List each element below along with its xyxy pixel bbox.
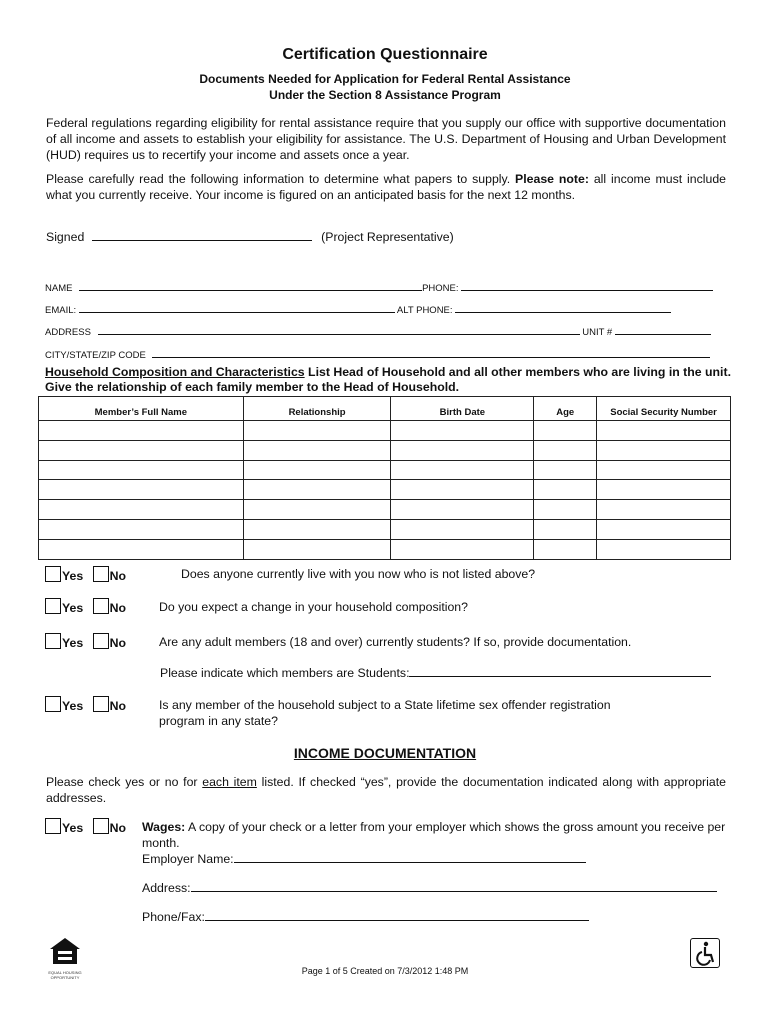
accessibility-icon — [690, 938, 720, 968]
subtitle-line-2: Under the Section 8 Assistance Program — [269, 88, 501, 102]
household-table — [38, 396, 731, 560]
table-row — [39, 460, 731, 480]
question-4-line-2: program in any state? — [159, 714, 278, 728]
students-row — [160, 664, 711, 681]
phonefax-row — [142, 908, 589, 925]
table-cell[interactable] — [243, 440, 391, 460]
phone-label: PHONE: — [422, 283, 459, 294]
household-table-header — [39, 397, 731, 421]
wages-row — [45, 818, 126, 835]
wages-text — [142, 819, 727, 851]
table-row — [39, 421, 731, 441]
income-address-label: Address: — [142, 881, 191, 895]
wages-label: Wages: — [142, 820, 186, 834]
table-cell[interactable] — [534, 500, 597, 520]
table-cell[interactable] — [597, 539, 731, 559]
students-field[interactable] — [409, 664, 711, 677]
question-row-3 — [45, 633, 126, 650]
question-row-2 — [45, 598, 126, 615]
table-row — [39, 539, 731, 559]
table-cell[interactable] — [39, 460, 244, 480]
phone-field[interactable] — [461, 278, 713, 291]
yes-label: Yes — [62, 601, 84, 615]
table-cell[interactable] — [534, 421, 597, 441]
table-cell[interactable] — [534, 539, 597, 559]
email-field[interactable] — [79, 300, 395, 313]
city-label: CITY/STATE/ZIP CODE — [45, 350, 146, 361]
column-header: Social Security Number — [597, 397, 731, 421]
table-cell[interactable] — [391, 460, 534, 480]
yes-checkbox[interactable] — [45, 818, 61, 834]
table-row — [39, 440, 731, 460]
instructions-text-end: all income must include what you currently receive. Your income is figured on an anticipated basis for the next 12 months. — [46, 172, 726, 202]
yes-label: Yes — [62, 699, 84, 713]
signed-label: Signed — [46, 230, 85, 244]
column-header: Relationship — [243, 397, 391, 421]
intro-paragraph: Federal regulations regarding eligibility for rental assistance require that you supply our office with supportive documentation of all income and assets to establish your eligibility for assistance. The U.S. Department of Housing and Urban Development (HUD) requires us to recertify your income and assets once a year. — [46, 116, 726, 162]
project-representative-label: (Project Representative) — [321, 230, 454, 244]
subtitle-line-1: Documents Needed for Application for Federal Rental Assistance — [199, 72, 571, 86]
phonefax-field[interactable] — [205, 908, 589, 921]
table-cell[interactable] — [597, 500, 731, 520]
table-cell[interactable] — [391, 500, 534, 520]
name-label: NAME — [45, 283, 73, 294]
question-row-4 — [45, 696, 126, 713]
table-cell[interactable] — [597, 440, 731, 460]
no-checkbox[interactable] — [93, 598, 109, 614]
table-cell[interactable] — [39, 500, 244, 520]
table-cell[interactable] — [597, 519, 731, 539]
phonefax-label: Phone/Fax: — [142, 910, 205, 924]
alt-phone-field[interactable] — [455, 300, 671, 313]
no-checkbox[interactable] — [93, 696, 109, 712]
employer-label: Employer Name: — [142, 852, 234, 866]
income-address-field[interactable] — [191, 879, 717, 892]
table-row — [39, 519, 731, 539]
employer-field[interactable] — [234, 850, 586, 863]
table-cell[interactable] — [534, 460, 597, 480]
income-heading: INCOME DOCUMENTATION — [293, 745, 477, 761]
no-label: No — [109, 699, 127, 713]
yes-label: Yes — [62, 569, 84, 583]
name-field[interactable] — [79, 278, 422, 291]
instructions-paragraph — [46, 171, 726, 203]
page-footer: Page 1 of 5 Created on 7/3/2012 1:48 PM — [301, 966, 469, 976]
no-label: No — [109, 601, 127, 615]
table-cell[interactable] — [391, 539, 534, 559]
no-checkbox[interactable] — [93, 566, 109, 582]
unit-field[interactable] — [615, 322, 711, 335]
yes-checkbox[interactable] — [45, 696, 61, 712]
column-header: Member’s Full Name — [39, 397, 244, 421]
table-cell[interactable] — [39, 519, 244, 539]
name-phone-row — [45, 278, 713, 294]
no-label: No — [109, 636, 127, 650]
table-cell[interactable] — [243, 480, 391, 500]
table-row — [39, 500, 731, 520]
question-1-text: Does anyone currently live with you now who is not listed above? — [181, 567, 536, 581]
table-cell[interactable] — [391, 480, 534, 500]
question-3-text: Are any adult members (18 and over) currently students? If so, provide documentation. — [159, 635, 632, 649]
email-label: EMAIL: — [45, 305, 77, 316]
table-cell[interactable] — [39, 480, 244, 500]
no-checkbox[interactable] — [93, 633, 109, 649]
income-address-row — [142, 879, 717, 896]
income-intro-start: Please check yes or no for — [46, 775, 203, 789]
income-intro-end: listed. If checked “yes”, provide the documentation indicated along with appropriate addresses. — [46, 775, 726, 805]
yes-checkbox[interactable] — [45, 598, 61, 614]
alt-phone-label: ALT PHONE: — [396, 305, 453, 316]
question-row-1 — [45, 566, 126, 583]
address-label: ADDRESS — [45, 327, 91, 338]
table-cell[interactable] — [597, 480, 731, 500]
address-field[interactable] — [98, 322, 580, 335]
table-cell[interactable] — [39, 539, 244, 559]
table-cell[interactable] — [243, 421, 391, 441]
wages-description: A copy of your check or a letter from your employer which shows the gross amount you receive per month. — [142, 820, 726, 850]
table-row — [39, 480, 731, 500]
table-cell[interactable] — [534, 480, 597, 500]
yes-checkbox[interactable] — [45, 633, 61, 649]
city-row — [45, 345, 710, 361]
employer-row — [142, 850, 586, 867]
household-title-rest: List Head of Household and all other members who are living in the unit. Give the relationship of each family member to the Head of Household. — [45, 365, 731, 394]
column-header: Age — [534, 397, 597, 421]
city-field[interactable] — [152, 345, 710, 358]
table-cell[interactable] — [39, 440, 244, 460]
household-title-underlined: Household Composition and Characteristics — [45, 365, 305, 379]
table-cell[interactable] — [391, 421, 534, 441]
page-title: Certification Questionnaire — [282, 46, 488, 63]
table-cell[interactable] — [39, 421, 244, 441]
household-section-title — [45, 365, 735, 395]
no-label: No — [109, 821, 127, 835]
signed-row — [46, 228, 454, 244]
no-checkbox[interactable] — [93, 818, 109, 834]
address-row — [45, 322, 711, 338]
income-intro — [46, 774, 726, 806]
table-cell[interactable] — [243, 539, 391, 559]
table-cell[interactable] — [597, 460, 731, 480]
instructions-text: Please carefully read the following information to determine what papers to supply. — [46, 172, 516, 186]
unit-label: UNIT # — [582, 327, 613, 338]
table-cell[interactable] — [243, 519, 391, 539]
equal-housing-text: EQUAL HOUSING OPPORTUNITY — [48, 970, 82, 980]
table-cell[interactable] — [597, 421, 731, 441]
please-note-label: Please note: — [515, 172, 589, 186]
question-2-text: Do you expect a change in your household composition? — [159, 600, 468, 614]
table-cell[interactable] — [243, 460, 391, 480]
yes-label: Yes — [62, 636, 84, 650]
table-cell[interactable] — [391, 519, 534, 539]
house-icon — [48, 936, 82, 966]
question-4-line-1: Is any member of the household subject to a State lifetime sex offender registration — [159, 698, 611, 712]
signed-field[interactable] — [92, 228, 312, 241]
table-cell[interactable] — [391, 440, 534, 460]
yes-checkbox[interactable] — [45, 566, 61, 582]
question-4-text — [159, 697, 611, 729]
column-header: Birth Date — [391, 397, 534, 421]
email-row — [45, 300, 671, 316]
table-cell[interactable] — [243, 500, 391, 520]
table-cell[interactable] — [534, 519, 597, 539]
yes-label: Yes — [62, 821, 84, 835]
no-label: No — [109, 569, 127, 583]
table-cell[interactable] — [534, 440, 597, 460]
students-label: Please indicate which members are Students: — [160, 666, 410, 680]
each-item-underlined: each item — [202, 775, 257, 789]
